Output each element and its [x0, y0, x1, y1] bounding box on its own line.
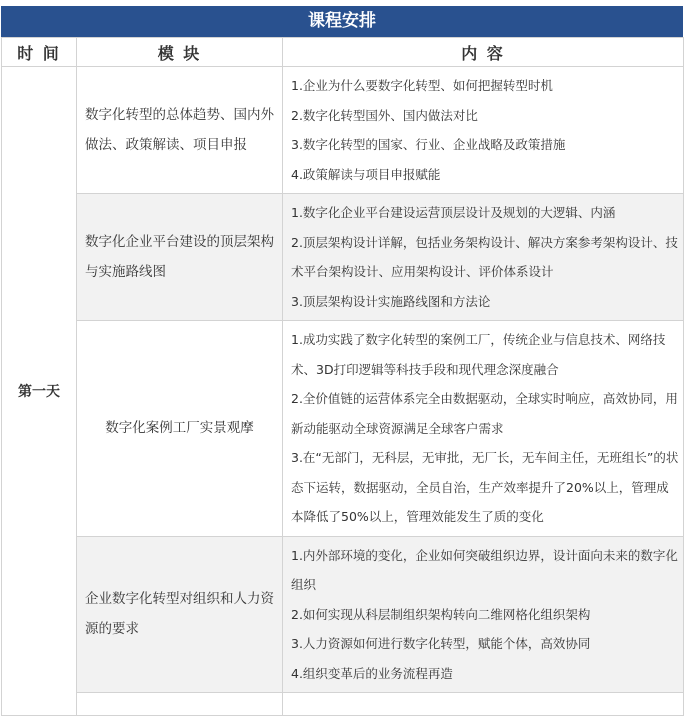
content-item: 2.顶层架构设计详解，包括业务架构设计、解决方案参考架构设计、技术平台架构设计、应用架构设计、评价体系设计	[291, 234, 678, 279]
content-item: 3.人力资源如何进行数字化转型，赋能个体，高效协同	[291, 636, 591, 651]
module-cell: 数字化企业平台建设的顶层架构与实施路线图	[77, 194, 283, 321]
content-item: 3.在“无部门，无科层，无审批，无厂长，无车间主任，无班组长”的状态下运转，数据驱动，全员自治，生产效率提升了20%以上，管理成本降低了50%以上，管理效能发生了质的变化	[291, 450, 679, 524]
module-cell-empty	[77, 693, 283, 716]
content-cell	[283, 536, 684, 693]
content-item: 4.组织变革后的业务流程再造	[291, 665, 453, 681]
content-item: 2.数字化转型国外、国内做法对比	[291, 107, 478, 123]
schedule-title: 课程安排	[1, 6, 683, 37]
content-item: 3.顶层架构设计实施路线图和方法论	[291, 293, 491, 309]
content-cell-empty	[283, 693, 684, 716]
content-item: 1.企业为什么要数字化转型、如何把握转型时机	[291, 78, 553, 93]
content-item: 3.数字化转型的国家、行业、企业战略及政策措施	[291, 137, 566, 152]
table-row-cut	[2, 693, 684, 716]
table-row	[2, 67, 684, 194]
content-item: 2.全价值链的运营体系完全由数据驱动，全球实时响应，高效协同，用新动能驱动全球资源满足全球客户需求	[291, 391, 678, 436]
day-label: 第一天	[2, 67, 77, 716]
content-item: 1.数字化企业平台建设运营顶层设计及规划的大逻辑、内涵	[291, 205, 616, 220]
header-time: 时 间	[2, 38, 77, 67]
content-cell	[283, 67, 684, 194]
content-item: 1.内外部环境的变化，企业如何突破组织边界，设计面向未来的数字化组织	[291, 547, 678, 592]
content-cell	[283, 194, 684, 321]
schedule-table	[1, 37, 684, 716]
content-item: 4.政策解读与项目申报赋能	[291, 166, 441, 182]
module-cell: 数字化转型的总体趋势、国内外做法、政策解读、项目申报	[77, 67, 283, 194]
table-row	[2, 536, 684, 693]
schedule-container	[1, 6, 683, 716]
content-item: 1.成功实践了数字化转型的案例工厂，传统企业与信息技术、网络技术、3D打印逻辑等科技手段和现代理念深度融合	[291, 332, 666, 377]
module-cell: 企业数字化转型对组织和人力资源的要求	[77, 536, 283, 693]
content-item: 2.如何实现从科层制组织架构转向二维网格化组织架构	[291, 606, 591, 622]
module-cell: 数字化案例工厂实景观摩	[77, 321, 283, 537]
header-content: 内 容	[283, 38, 684, 67]
table-header-row	[2, 38, 684, 67]
content-cell	[283, 321, 684, 537]
table-row	[2, 194, 684, 321]
table-row	[2, 321, 684, 537]
header-module: 模 块	[77, 38, 283, 67]
